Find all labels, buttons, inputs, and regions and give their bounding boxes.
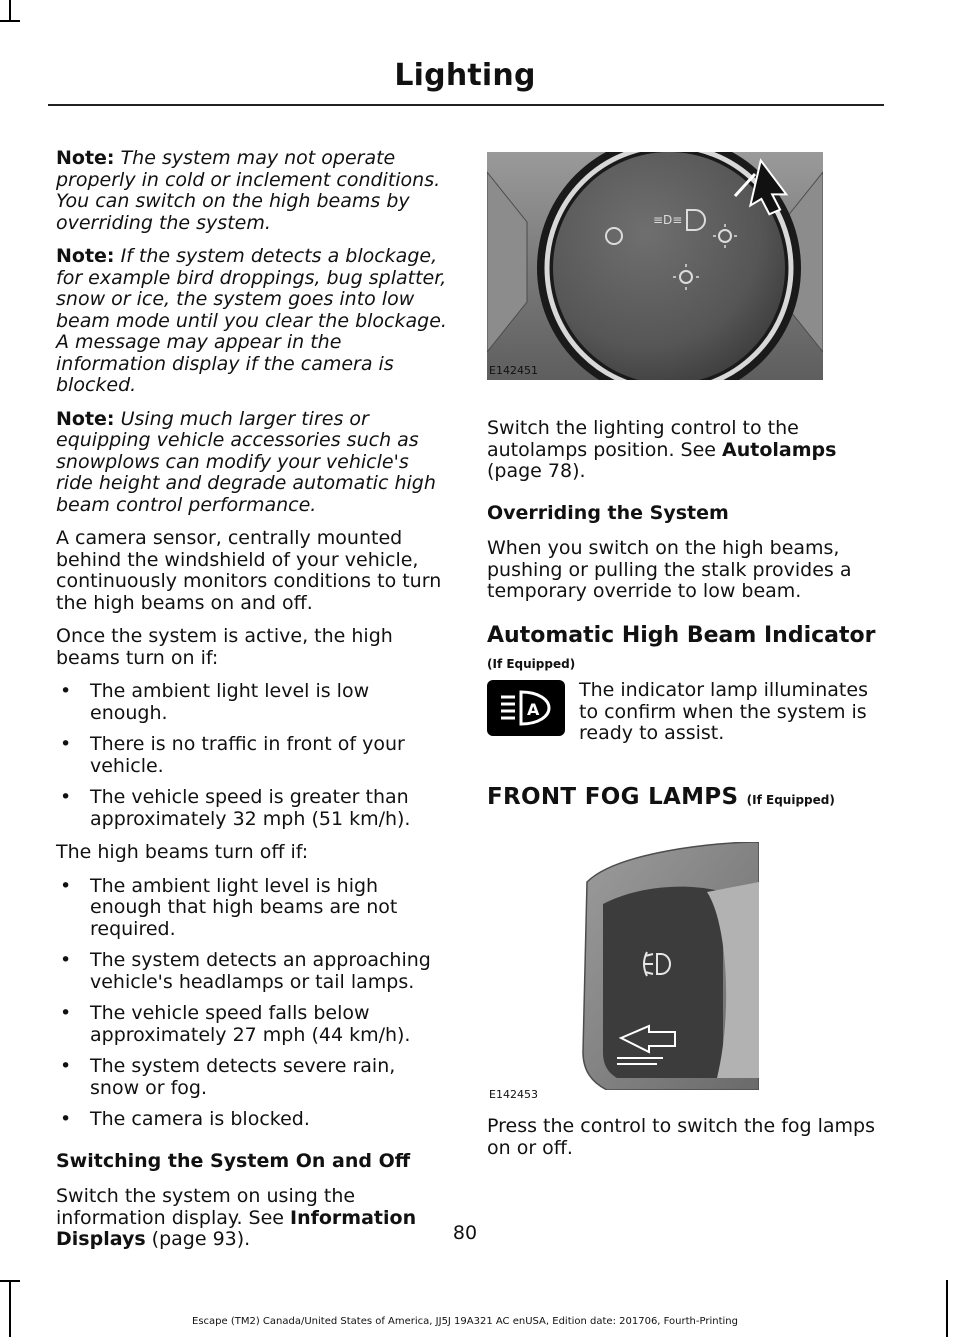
list-item: • The ambient light level is high enough that high beams are not required. xyxy=(56,876,448,941)
crop-mark xyxy=(0,1280,20,1282)
turn-off-intro: The high beams turn off if: xyxy=(56,841,309,863)
turn-on-list xyxy=(56,681,448,830)
overriding-paragraph: When you switch on the high beams, pushing or pulling the stalk provides a temporary override to low beam. xyxy=(487,537,852,602)
auto-high-beam-indicator-icon xyxy=(487,680,565,736)
turn-off-list xyxy=(56,876,448,1131)
overriding-heading: Overriding the System xyxy=(487,501,729,524)
camera-paragraph: A camera sensor, centrally mounted behind the windshield of your vehicle, continuously monitors conditions to turn the high beams on and off. xyxy=(56,527,442,614)
switching-paragraph: Switch the system on using the information display. See Information Displays (page 93). xyxy=(56,1185,417,1250)
header-rule xyxy=(48,104,884,106)
figure-code: E142451 xyxy=(489,364,538,377)
svg-text:A: A xyxy=(527,700,540,719)
note-2: Note: If the system detects a blockage, for example bird droppings, bug splatter, snow or ice, the system goes into low beam mode until you clear the blockage. A message may appear in the information display if the camera is blocked. xyxy=(56,245,447,396)
headlamp-switch-figure xyxy=(487,152,823,380)
list-item: • The ambient light level is low enough. xyxy=(56,681,448,724)
right-column xyxy=(487,418,879,695)
switching-heading: Switching the System On and Off xyxy=(56,1149,411,1172)
list-item: • The camera is blocked. xyxy=(56,1109,448,1131)
crop-mark xyxy=(9,1280,11,1337)
turn-on-intro: Once the system is active, the high beams turn on if: xyxy=(56,625,393,669)
figure-code: E142453 xyxy=(489,1088,538,1101)
indicator-paragraph: The indicator lamp illuminates to confirm when the system is ready to assist. xyxy=(579,679,868,744)
list-item: • The vehicle speed is greater than approximately 32 mph (51 km/h). xyxy=(56,787,448,830)
crop-mark xyxy=(946,1280,948,1337)
fog-lamps-heading: FRONT FOG LAMPS (If Equipped) xyxy=(487,784,835,810)
svg-text:≡D≡: ≡D≡ xyxy=(653,213,683,227)
left-column xyxy=(56,148,448,1263)
fog-lamp-switch-figure xyxy=(577,842,759,1090)
information-displays-link[interactable]: Information Displays xyxy=(56,1206,417,1250)
autolamps-paragraph: Switch the lighting control to the autolamps position. See Autolamps (page 78). xyxy=(487,417,837,482)
fog-lamps-paragraph: Press the control to switch the fog lamps on or off. xyxy=(487,1115,875,1159)
note-1: Note: The system may not operate properly in cold or inclement conditions. You can switch on the high beams by overriding the system. xyxy=(56,147,441,234)
list-item: • There is no traffic in front of your vehicle. xyxy=(56,734,448,777)
footer-text: Escape (TM2) Canada/United States of America, JJ5J 19A321 AC enUSA, Edition date: 201706, Fourth-Printing xyxy=(192,1316,738,1327)
list-item: • The system detects severe rain, snow or fog. xyxy=(56,1056,448,1099)
note-3: Note: Using much larger tires or equipping vehicle accessories such as snowplows can modify your vehicle's ride height and degrade automatic high beam control performance. xyxy=(56,407,436,516)
indicator-heading: Automatic High Beam Indicator (If Equipped) xyxy=(487,622,876,671)
list-item: • The system detects an approaching vehicle's headlamps or tail lamps. xyxy=(56,950,448,993)
crop-mark xyxy=(0,20,20,22)
autolamps-link[interactable]: Autolamps xyxy=(722,438,837,461)
crop-mark xyxy=(9,0,11,22)
list-item: • The vehicle speed falls below approximately 27 mph (44 km/h). xyxy=(56,1003,448,1046)
auto-high-beam-icon xyxy=(487,680,565,736)
page-number: 80 xyxy=(452,1222,478,1244)
page-title: Lighting xyxy=(394,58,536,93)
